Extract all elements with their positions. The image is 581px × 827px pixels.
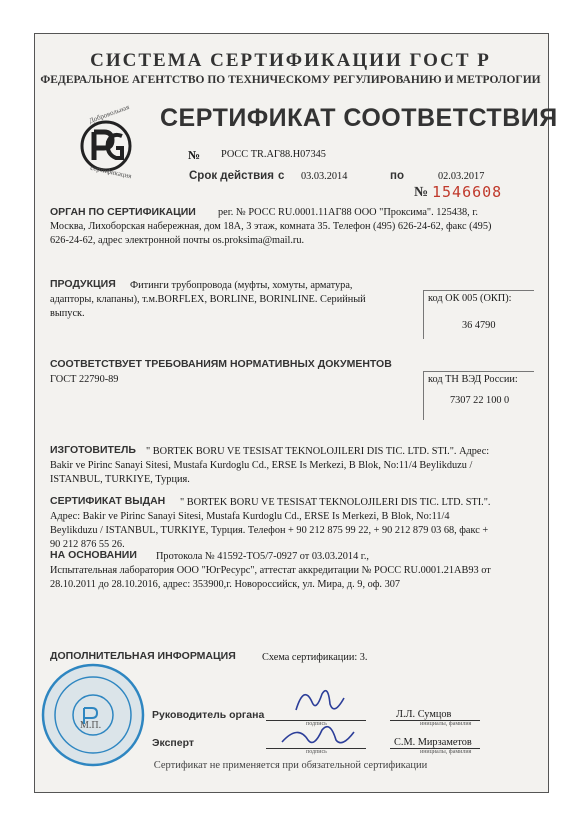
product-label: ПРОДУКЦИЯ	[50, 278, 116, 290]
issued-label: СЕРТИФИКАТ ВЫДАН	[50, 495, 166, 507]
agency-name: ФЕДЕРАЛЬНОЕ АГЕНТСТВО ПО ТЕХНИЧЕСКОМУ РЕГУЛИРОВАНИЮ И МЕТРОЛОГИИ	[40, 74, 541, 86]
expert-label: Эксперт	[152, 737, 195, 749]
head-label: Руководитель органа	[152, 709, 265, 721]
conform-label: СООТВЕТСТВУЕТ ТРЕБОВАНИЯМ НОРМАТИВНЫХ ДОКУМЕНТОВ	[50, 358, 392, 370]
validity-label: Срок действия	[189, 170, 274, 182]
footer-notice: Сертификат не применяется при обязательной сертификации	[153, 760, 428, 771]
tnved-label: код ТН ВЭД России:	[428, 374, 518, 385]
head-signature-icon	[290, 680, 350, 722]
issued-line-2: Адрес: Bakir ve Pirinc Sanayi Sitesi, Mustafa Kurdoglu Cd., ERSE Is Merkezi, B Blok, No:11/4	[50, 511, 450, 522]
seal-stamp-icon	[38, 660, 148, 770]
stamp-mark: М.П.	[80, 720, 102, 731]
product-line-3: выпуск.	[50, 308, 85, 319]
logo-top-text: Добровольная	[87, 103, 131, 125]
tnved-value: 7307 22 100 0	[450, 395, 510, 406]
to-label: по	[390, 170, 404, 182]
issued-line-1: " BORTEK BORU VE TESISAT TEKNOLOJILERI DIS TIC. LTD. STI.".	[180, 497, 491, 508]
basis-line-3: 28.10.2011 до 28.10.2016, адрес: 353900,г. Новороссийск, ул. Мира, д. 9, оф. 307	[50, 579, 401, 590]
head-name: Л.Л. Сумцов	[396, 709, 452, 720]
serial-no-label: №	[414, 185, 429, 200]
organ-line-1: рег. № РОСС RU.0001.11АГ88 ООО "Проксима". 125438, г.	[218, 207, 478, 218]
expert-name: С.М. Мирзаметов	[394, 737, 472, 748]
basis-label: НА ОСНОВАНИИ	[50, 549, 137, 561]
product-line-2: адапторы, клапаны), т.м.BORFLEX, BORLINE, BORINLINE. Серийный	[50, 294, 366, 305]
logo-bottom-text: сертификация	[89, 163, 133, 181]
head-initials-caption: инициалы, фамилия	[420, 721, 472, 727]
head-sign-caption: подпись	[306, 721, 327, 727]
date-to: 02.03.2017	[438, 171, 485, 182]
product-line-1: Фитинги трубопровода (муфты, хомуты, арматура,	[130, 280, 353, 291]
maker-line-1: " BORTEK BORU VE TESISAT TEKNOLOJILERI DIS TIC. LTD. STI.". Адрес:	[146, 446, 490, 457]
basis-line-2: Испытательная лаборатория ООО "ЮгРесурс", аттестат аккредитации № РОСС RU.0001.21АВ93 от	[50, 565, 491, 576]
okp-value: 36 4790	[462, 320, 496, 331]
no-label: №	[188, 148, 201, 162]
organ-line-3: 626-24-62, адрес электронной почты os.proksima@mail.ru.	[50, 235, 305, 246]
expert-signature-icon	[278, 718, 358, 754]
maker-line-2: Bakir ve Pirinc Sanayi Sitesi, Mustafa Kurdoglu Cd., ERSE Is Merkezi, B Blok, No:11/4 Beylikduzu /	[50, 460, 473, 471]
extra-value: Схема сертификации: 3.	[262, 652, 368, 663]
reg-number: РОСС TR.АГ88.Н07345	[221, 149, 326, 160]
conform-value: ГОСТ 22790-89	[50, 374, 119, 385]
maker-label: ИЗГОТОВИТЕЛЬ	[50, 444, 136, 456]
basis-line-1: Протокола № 41592-ТО5/7-0927 от 03.03.2014 г.,	[156, 551, 370, 562]
okp-label: код ОК 005 (ОКП):	[428, 293, 512, 304]
issued-line-3: Beylikduzu / ISTANBUL, TURKIYE, Турция. Телефон + 90 212 875 99 22, + 90 212 879 03 68, факс +	[50, 525, 489, 536]
expert-sign-caption: подпись	[306, 749, 327, 755]
certificate-title: СЕРТИФИКАТ СООТВЕТСТВИЯ	[160, 104, 558, 132]
expert-initials-caption: инициалы, фамилия	[420, 749, 472, 755]
from-label: с	[278, 170, 285, 182]
organ-label: ОРГАН ПО СЕРТИФИКАЦИИ	[50, 206, 196, 218]
extra-label: ДОПОЛНИТЕЛЬНАЯ ИНФОРМАЦИЯ	[50, 650, 236, 662]
organ-line-2: Москва, Лихоборская набережная, дом 18А, 3 этаж, комната 35. Телефон (495) 626-24-62, факс (495)	[50, 221, 492, 232]
maker-line-3: ISTANBUL, TURKIYE, Турция.	[50, 474, 190, 485]
issued-line-4: 90 212 876 55 26.	[50, 539, 125, 550]
date-from: 03.03.2014	[301, 171, 348, 182]
system-title: СИСТЕМА СЕРТИФИКАЦИИ ГОСТ Р	[90, 50, 491, 71]
serial-number: 1546608	[432, 183, 503, 201]
